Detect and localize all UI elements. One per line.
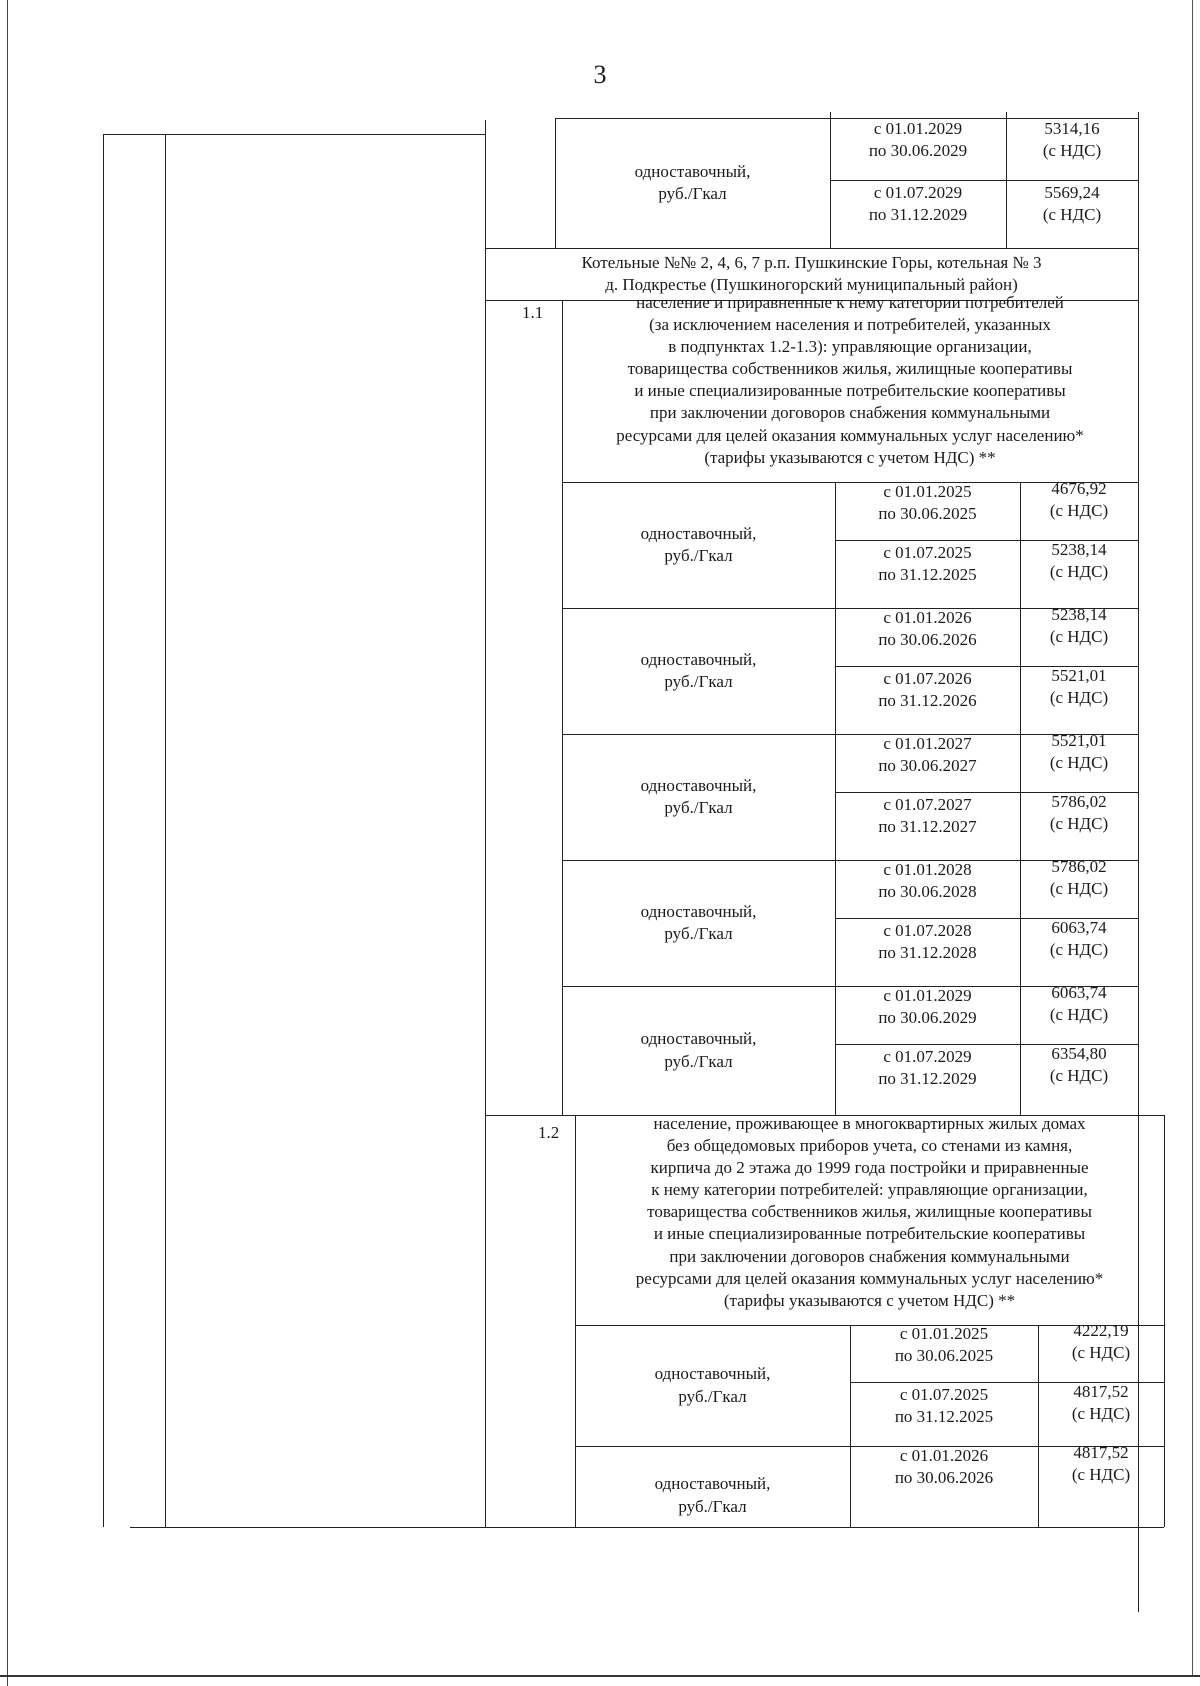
g2-period-1: с 01.01.2026 по 30.06.2026 bbox=[878, 608, 977, 650]
scan-edge-bottom bbox=[0, 1675, 1200, 1677]
g1-method: одноставочный, руб./Гкал bbox=[640, 523, 757, 565]
item-1-1-number: 1.1 bbox=[522, 303, 544, 322]
g7-value-1: 4817,52 (с НДС) bbox=[1071, 1443, 1131, 1485]
column-line-2 bbox=[165, 134, 166, 1527]
g5-period-2: с 01.07.2029 по 31.12.2029 bbox=[878, 1047, 977, 1089]
g7-method: одноставочный, руб./Гкал bbox=[654, 1474, 771, 1516]
g4-period-2: с 01.07.2028 по 31.12.2028 bbox=[878, 921, 977, 963]
page-number: 3 bbox=[593, 60, 607, 89]
g3-method: одноставочный, руб./Гкал bbox=[640, 775, 757, 817]
column-line-1 bbox=[103, 134, 104, 1527]
g6-method: одноставочный, руб./Гкал bbox=[654, 1364, 771, 1406]
g4-period-1: с 01.01.2028 по 30.06.2028 bbox=[878, 860, 977, 902]
scan-edge-left bbox=[7, 0, 8, 1686]
right-border-lower bbox=[1164, 1115, 1165, 1527]
table-top-border bbox=[103, 134, 485, 135]
g1-value-2: 5238,14 (с НДС) bbox=[1049, 540, 1109, 582]
g1-period-1: с 01.01.2025 по 30.06.2025 bbox=[878, 482, 977, 524]
g4-method: одноставочный, руб./Гкал bbox=[640, 901, 757, 943]
g4-value-1: 5786,02 (с НДС) bbox=[1049, 857, 1109, 899]
continuation-period-1: с 01.01.2029 по 30.06.2029 bbox=[868, 119, 968, 161]
continuation-row-divider bbox=[830, 180, 1138, 181]
g7-period-1: с 01.01.2026 по 30.06.2026 bbox=[894, 1446, 994, 1488]
table-bottom-border bbox=[130, 1527, 1164, 1528]
g1-period-2: с 01.07.2025 по 31.12.2025 bbox=[878, 543, 977, 585]
g6-period-2: с 01.07.2025 по 31.12.2025 bbox=[894, 1385, 994, 1427]
section-header: Котельные №№ 2, 4, 6, 7 р.п. Пушкинские Горы, котельная № 3 д. Подкрестье (Пушкиногорский муниципальный район) bbox=[581, 252, 1042, 294]
g3-value-1: 5521,01 (с НДС) bbox=[1049, 731, 1109, 773]
g5-value-2: 6354,80 (с НДС) bbox=[1049, 1044, 1109, 1086]
g3-period-1: с 01.01.2027 по 30.06.2027 bbox=[878, 734, 977, 776]
g6-period-1: с 01.01.2025 по 30.06.2025 bbox=[894, 1324, 994, 1366]
g6-value-2: 4817,52 (с НДС) bbox=[1071, 1382, 1131, 1424]
column-line-3 bbox=[485, 120, 486, 1527]
g2-value-2: 5521,01 (с НДС) bbox=[1049, 666, 1109, 708]
continuation-value-2: 5569,24 (с НДС) bbox=[1042, 183, 1102, 225]
scan-edge-right bbox=[1192, 0, 1193, 1675]
continuation-value-1: 5314,16 (с НДС) bbox=[1042, 119, 1102, 161]
g1-value-1: 4676,92 (с НДС) bbox=[1049, 479, 1109, 521]
g3-period-2: с 01.07.2027 по 31.12.2027 bbox=[878, 795, 977, 837]
g2-method: одноставочный, руб./Гкал bbox=[640, 649, 757, 691]
g5-value-1: 6063,74 (с НДС) bbox=[1049, 983, 1109, 1025]
g5-method: одноставочный, руб./Гкал bbox=[640, 1029, 757, 1071]
g3-value-2: 5786,02 (с НДС) bbox=[1049, 792, 1109, 834]
continuation-method: одноставочный, руб./Гкал bbox=[634, 161, 751, 203]
item-1-2-description: население, проживающее в многоквартирных жилых домах без общедомовых приборов учета, со стенами из камня, кирпича до 2 этажа до 1999 года постройки и приравненные к нему категории потребителей: управляющие организации, товарищества собственников жилья, жилищные кооперативы и иные специализированные потребительские кооперативы при заключении договоров снабжения коммунальными ресурсами для целей оказания коммунальных услуг населению* (тарифы указываются с учетом НДС) ** bbox=[635, 1114, 1104, 1310]
item-1-2-number: 1.2 bbox=[538, 1123, 560, 1142]
item-1-1-description: население и приравненные к нему категории потребителей (за исключением населения и потребителей, указанных в подпунктах 1.2-1.3): управляющие организации, товарищества собственников жилья, жилищные кооперативы и иные специализированные потребительские кооперативы при заключении договоров снабжения коммунальными ресурсами для целей оказания коммунальных услуг населению* (тарифы указываются с учетом НДС) ** bbox=[616, 293, 1084, 467]
g2-period-2: с 01.07.2026 по 31.12.2026 bbox=[878, 669, 977, 711]
g5-period-1: с 01.01.2029 по 30.06.2029 bbox=[878, 986, 977, 1028]
g2-value-1: 5238,14 (с НДС) bbox=[1049, 605, 1109, 647]
continuation-period-2: с 01.07.2029 по 31.12.2029 bbox=[868, 183, 968, 225]
g4-value-2: 6063,74 (с НДС) bbox=[1049, 918, 1109, 960]
g6-value-1: 4222,19 (с НДС) bbox=[1071, 1321, 1131, 1363]
